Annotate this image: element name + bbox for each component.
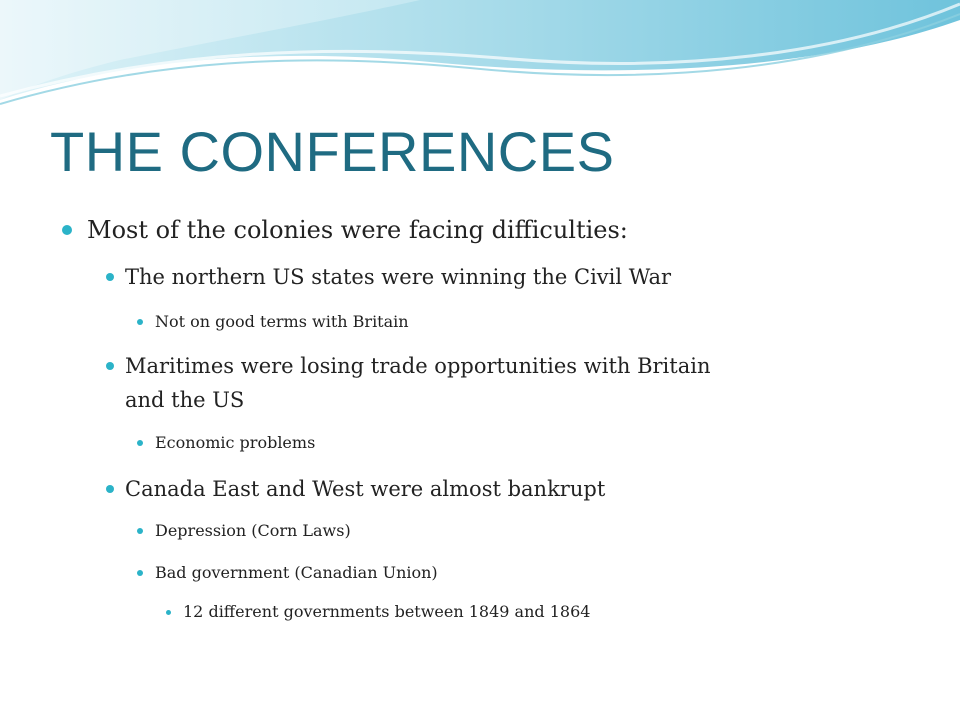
bullet-dot <box>137 528 143 534</box>
bullet-dot <box>62 225 72 235</box>
bullet-dot <box>166 610 171 615</box>
bullet-item: 12 different governments between 1849 and 1864 <box>183 602 591 621</box>
bullet-dot <box>106 273 114 281</box>
bullet-dot <box>137 440 143 446</box>
bullet-dot <box>137 319 143 325</box>
bullet-item: Economic problems <box>155 433 316 452</box>
bullet-item-continuation: and the US <box>125 388 245 412</box>
bullet-item: Canada East and West were almost bankrupt <box>125 477 606 501</box>
slide-title: THE CONFERENCES <box>50 120 615 183</box>
bullet-item: The northern US states were winning the Civil War <box>125 265 672 289</box>
bullet-item: Depression (Corn Laws) <box>155 521 351 540</box>
bullet-item: Bad government (Canadian Union) <box>155 563 438 582</box>
bullet-item: Most of the colonies were facing difficulties: <box>87 216 628 244</box>
bullet-item: Not on good terms with Britain <box>155 312 409 331</box>
bullet-item: Maritimes were losing trade opportunities with Britain <box>125 354 711 378</box>
bullet-dot <box>106 485 114 493</box>
header-wave-decoration <box>0 0 960 110</box>
bullet-dot <box>106 362 114 370</box>
bullet-dot <box>137 570 143 576</box>
